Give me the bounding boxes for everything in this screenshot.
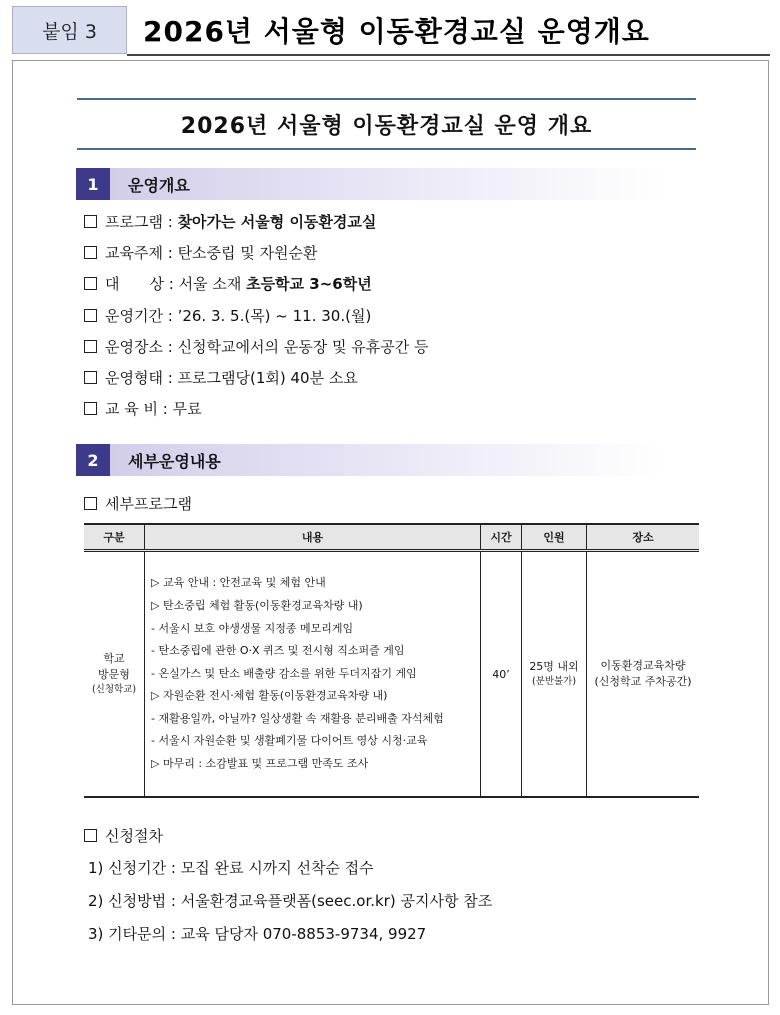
header-time: 시간 — [481, 524, 522, 551]
cell-category: 학교 방문형 (신청학교) — [84, 551, 145, 798]
section-1-number: 1 — [76, 168, 110, 200]
sub-heading-program: 세부프로그램 — [84, 493, 192, 514]
header-category: 구분 — [84, 524, 145, 551]
list-item-format: 운영형태 : 프로그램당(1회) 40분 소요 — [84, 367, 358, 388]
checkbox-icon — [84, 277, 97, 290]
checkbox-icon — [84, 371, 97, 384]
header-rule — [127, 54, 770, 56]
list-item-period: 운영기간 : ’26. 3. 5.(목) ~ 11. 30.(월) — [84, 305, 371, 326]
checkbox-icon — [84, 340, 97, 353]
header-people: 인원 — [522, 524, 587, 551]
header-content: 내용 — [145, 524, 481, 551]
attachment-tag: 붙임 3 — [12, 6, 127, 54]
checkbox-icon — [84, 829, 97, 842]
program-table — [84, 523, 699, 798]
checkbox-icon — [84, 402, 97, 415]
header-place: 장소 — [587, 524, 700, 551]
cell-time: 40’ — [481, 551, 522, 798]
procedure-item-contact: 3) 기타문의 : 교육 담당자 070-8853-9734, 9927 — [88, 925, 427, 943]
list-item-program: 프로그램 : 찾아가는 서울형 이동환경교실 — [84, 211, 376, 232]
section-1-label: 운영개요 — [128, 175, 190, 195]
section-2-header — [76, 444, 666, 476]
list-item-fee: 교 육 비 : 무료 — [84, 398, 202, 419]
checkbox-icon — [84, 246, 97, 259]
checkbox-icon — [84, 497, 97, 510]
list-item-topic: 교육주제 : 탄소중립 및 자원순환 — [84, 242, 318, 263]
procedure-heading: 신청절차 — [84, 825, 163, 846]
section-2-label: 세부운영내용 — [128, 451, 221, 471]
procedure-item-method: 2) 신청방법 : 서울환경교육플랫폼(seec.or.kr) 공지사항 참조 — [88, 892, 493, 910]
cell-people: 25명 내외 (분반불가) — [522, 551, 587, 798]
cell-content: ▷ 교육 안내 : 안전교육 및 체험 안내 ▷ 탄소중립 체험 활동(이동환경교육차량 내) - 서울시 보호 야생생물 지정종 메모리게임 - 탄소중립에 관한 O·X 퀴즈 및 전시형 직소퍼즐 게임 - 온실가스 및 탄소 배출량 감소를 위한 두더지잡기 게임 ▷ 자원순환 전시·체험 활동(이동환경교육차량 내) - 재활용일까, 아닐까? 일상생활 속 재활용 분리배출 자석체험 - 서울시 자원순환 및 생활폐기물 다이어트 영상 시청·교육 ▷ 마무리 : 소감발표 및 프로그램 만족도 조사 — [145, 551, 481, 798]
procedure-item-period: 1) 신청기간 : 모집 완료 시까지 선착순 접수 — [88, 859, 374, 877]
table-header-row — [84, 524, 699, 551]
list-item-target: 대 상 : 서울 소재 초등학교 3~6학년 — [84, 273, 372, 294]
table-row — [84, 551, 699, 798]
header-title: 2026년 서울형 이동환경교실 운영개요 — [143, 15, 650, 48]
list-item-place: 운영장소 : 신청학교에서의 운동장 및 유휴공간 등 — [84, 336, 428, 357]
checkbox-icon — [84, 309, 97, 322]
section-2-number: 2 — [76, 444, 110, 476]
checkbox-icon — [84, 215, 97, 228]
cell-place: 이동환경교육차량 (신청학교 주차공간) — [587, 551, 700, 798]
section-1-header — [76, 168, 666, 200]
document-title: 2026년 서울형 이동환경교실 운영 개요 — [77, 98, 696, 150]
